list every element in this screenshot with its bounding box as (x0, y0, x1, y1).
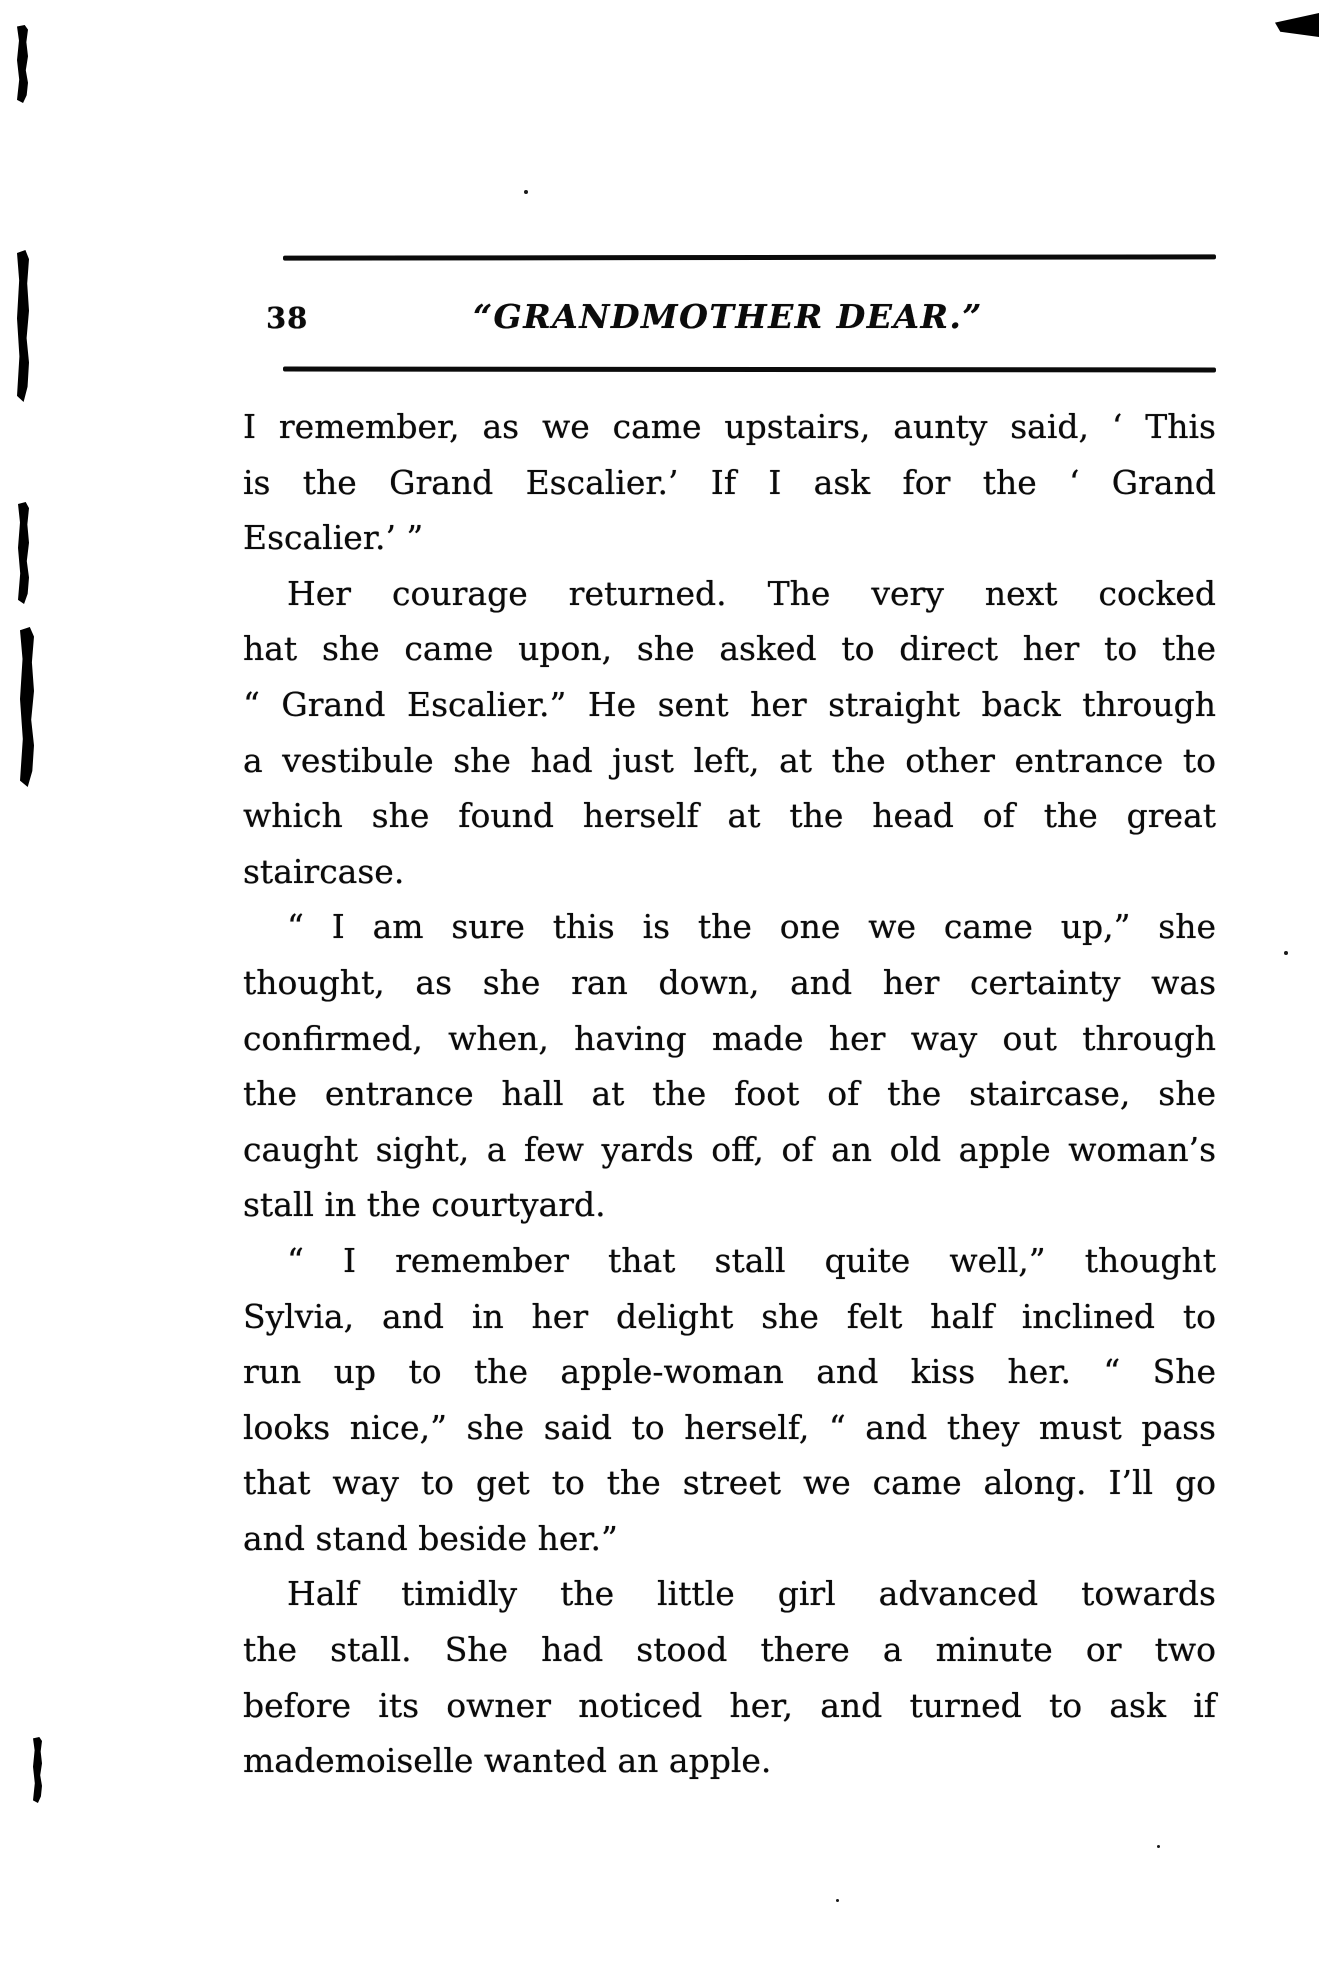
text-line: and stand beside her.” (243, 1518, 618, 1558)
text-line: thought, as she ran down, and her certainty was (243, 962, 1216, 1002)
text-line: is the Grand Escalier.’ If I ask for the ‘ Grand (243, 462, 1216, 502)
scan-artifact (17, 250, 29, 402)
scan-artifact (1275, 13, 1319, 37)
text-line: Escalier.’ ” (243, 518, 424, 558)
text-line: hat she came upon, she asked to direct her to the (243, 629, 1216, 669)
scan-artifact (17, 25, 28, 103)
text-line: “ I remember that stall quite well,” thought (287, 1240, 1216, 1280)
page-body (243, 399, 1216, 1789)
text-line: mademoiselle wanted an apple. (243, 1741, 772, 1781)
text-line: “ I am sure this is the one we came up,” she (287, 907, 1216, 947)
text-line: caught sight, a few yards off, of an old apple woman’s (243, 1129, 1216, 1169)
scan-artifact (20, 627, 34, 787)
text-line: confirmed, when, having made her way out through (243, 1018, 1216, 1058)
text-line: before its owner noticed her, and turned to ask if (243, 1685, 1216, 1725)
text-line: looks nice,” she said to herself, “ and they must pass (243, 1407, 1216, 1447)
text-line: which she found herself at the head of the great (243, 796, 1216, 836)
text-line: the entrance hall at the foot of the staircase, she (243, 1074, 1216, 1114)
scan-artifact (18, 502, 29, 604)
header-rule-bottom (283, 367, 1216, 373)
scan-speck (524, 190, 528, 194)
page-number: 38 (266, 301, 309, 335)
text-line: stall in the courtyard. (243, 1185, 606, 1225)
running-title: “GRANDMOTHER DEAR.” (473, 297, 983, 336)
text-line: Sylvia, and in her delight she felt half inclined to (243, 1296, 1216, 1336)
text-line: staircase. (243, 851, 405, 891)
scan-speck (836, 1899, 839, 1902)
text-line: Her courage returned. The very next cocked (287, 573, 1216, 613)
text-line: I remember, as we came upstairs, aunty said, ‘ This (243, 407, 1216, 446)
text-line: a vestibule she had just left, at the other entrance to (243, 740, 1216, 780)
text-line: run up to the apple-woman and kiss her. “ She (243, 1352, 1216, 1392)
text-line: Half timidly the little girl advanced towards (287, 1574, 1216, 1614)
text-line: “ Grand Escalier.” He sent her straight back through (243, 684, 1216, 724)
scan-speck (1284, 951, 1288, 955)
scan-speck (1157, 1845, 1160, 1848)
text-line: that way to get to the street we came along. I’ll go (243, 1463, 1216, 1503)
scan-artifact (33, 1737, 42, 1803)
header-rule-top (283, 254, 1216, 260)
text-line: the stall. She had stood there a minute or two (243, 1630, 1216, 1670)
